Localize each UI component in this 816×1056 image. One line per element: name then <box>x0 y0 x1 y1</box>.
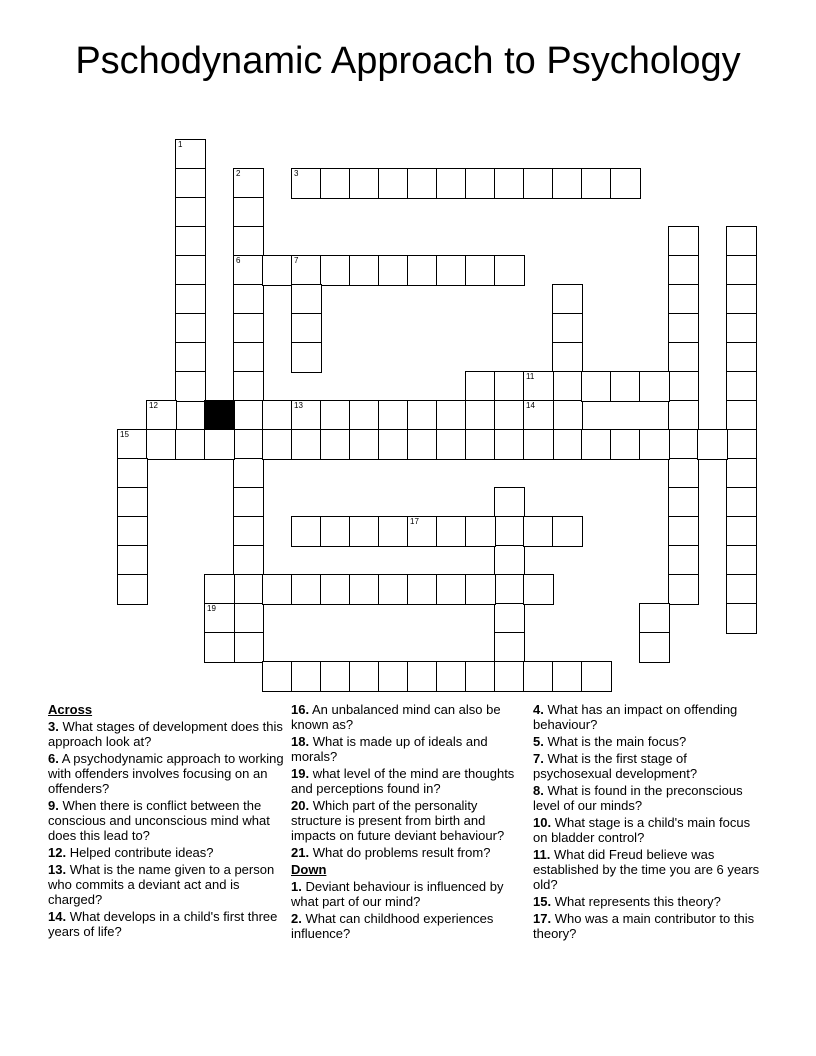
grid-cell[interactable] <box>552 313 583 344</box>
grid-cell[interactable] <box>117 545 148 576</box>
clue-item <box>533 751 763 781</box>
grid-cell[interactable] <box>233 313 264 344</box>
grid-cell[interactable] <box>581 371 612 402</box>
clue-item-text: What is the name given to a person who commits a deviant act and is charged? <box>48 862 275 907</box>
grid-cell[interactable] <box>668 342 699 373</box>
clue-item <box>533 847 763 892</box>
grid-cell[interactable] <box>407 400 438 431</box>
grid-cell[interactable] <box>233 603 264 634</box>
across-heading: Across <box>48 702 93 717</box>
clue-item-number: 13. <box>48 862 67 877</box>
grid-cell[interactable] <box>407 661 438 692</box>
clue-item <box>533 783 763 813</box>
grid-cell[interactable] <box>349 168 380 199</box>
grid-cell[interactable] <box>262 255 293 286</box>
grid-cell[interactable] <box>523 400 554 431</box>
grid-cell[interactable] <box>465 255 496 286</box>
grid-cell[interactable] <box>465 168 496 199</box>
grid-cell[interactable] <box>726 342 757 373</box>
clue-item <box>48 719 284 749</box>
grid-cell[interactable] <box>552 661 583 692</box>
clue-item-number: 9. <box>48 798 59 813</box>
grid-cell[interactable] <box>407 168 438 199</box>
clue-item <box>533 894 763 909</box>
clue-item-number: 20. <box>291 798 310 813</box>
grid-cell[interactable] <box>726 226 757 257</box>
grid-cell[interactable] <box>233 284 264 315</box>
grid-cell[interactable] <box>407 255 438 286</box>
clue-item <box>533 702 763 732</box>
clues-column-3 <box>533 702 763 943</box>
clue-item-number: 21. <box>291 845 310 860</box>
grid-cell[interactable] <box>378 429 409 460</box>
grid-cell[interactable] <box>436 516 467 547</box>
grid-cell[interactable] <box>436 168 467 199</box>
clue-item <box>291 911 527 941</box>
clue-item <box>291 766 527 796</box>
grid-cell[interactable] <box>175 371 206 402</box>
grid-cell[interactable] <box>494 574 525 605</box>
grid-cell[interactable] <box>668 371 699 402</box>
clue-item-text: What stages of development does this approach look at? <box>48 719 283 749</box>
grid-cell[interactable] <box>726 516 757 547</box>
grid-cell[interactable] <box>320 574 351 605</box>
grid-cell[interactable] <box>291 429 322 460</box>
grid-cell[interactable] <box>204 603 235 634</box>
grid-cell[interactable] <box>291 284 322 315</box>
grid-cell[interactable] <box>668 545 699 576</box>
grid-cell[interactable] <box>726 603 757 634</box>
grid-cell[interactable] <box>668 313 699 344</box>
grid-cell[interactable] <box>639 603 670 634</box>
grid-cell[interactable] <box>639 632 670 663</box>
grid-cell[interactable] <box>581 168 612 199</box>
clue-number: 19 <box>207 604 216 613</box>
clue-item-text: Helped contribute ideas? <box>66 845 214 860</box>
clue-item-text: What represents this theory? <box>551 894 721 909</box>
clue-item-text: What is made up of ideals and morals? <box>291 734 488 764</box>
clue-item-number: 5. <box>533 734 544 749</box>
grid-cell[interactable] <box>233 197 264 228</box>
clue-item-text: What is the main focus? <box>543 734 687 749</box>
grid-cell[interactable] <box>552 400 583 431</box>
grid-cell[interactable] <box>349 516 380 547</box>
clue-item-text: What has an impact on offending behaviour? <box>533 702 738 732</box>
grid-cell[interactable] <box>117 429 148 460</box>
across-clues-list-continued <box>291 702 527 860</box>
down-clues-list-continued <box>533 702 763 941</box>
clue-number: 7 <box>294 256 299 265</box>
grid-cell[interactable] <box>465 574 496 605</box>
clue-number: 3 <box>294 169 299 178</box>
puzzle-title: Pschodynamic Approach to Psychology <box>75 40 741 82</box>
grid-cell[interactable] <box>378 661 409 692</box>
clue-item-number: 19. <box>291 766 310 781</box>
clue-item-number: 10. <box>533 815 552 830</box>
grid-cell[interactable] <box>291 313 322 344</box>
grid-cell[interactable] <box>407 574 438 605</box>
grid-cell[interactable] <box>175 255 206 286</box>
clue-number: 14 <box>526 401 535 410</box>
grid-cell[interactable] <box>349 574 380 605</box>
grid-cell[interactable] <box>610 168 641 199</box>
grid-cell[interactable] <box>494 429 525 460</box>
grid-cell[interactable] <box>175 429 206 460</box>
grid-cell[interactable] <box>233 371 264 402</box>
clue-item-number: 18. <box>291 734 310 749</box>
clue-item-text: Who was a main contributor to this theory? <box>533 911 755 941</box>
grid-cell[interactable] <box>117 516 148 547</box>
grid-cell[interactable] <box>291 342 322 373</box>
grid-cell[interactable] <box>349 661 380 692</box>
clue-item-text: What did Freud believe was established by the time you are 6 years old? <box>533 847 760 892</box>
grid-cell[interactable] <box>668 226 699 257</box>
grid-cell[interactable] <box>436 661 467 692</box>
grid-cell[interactable] <box>523 661 554 692</box>
grid-cell[interactable] <box>668 255 699 286</box>
clue-item <box>291 798 527 843</box>
clue-item <box>48 751 284 796</box>
grid-cell[interactable] <box>639 429 670 460</box>
grid-cell[interactable] <box>233 400 264 431</box>
black-square <box>204 400 235 431</box>
grid-cell[interactable] <box>494 545 525 576</box>
clue-item-text: Deviant behaviour is influenced by what part of our mind? <box>291 879 504 909</box>
grid-cell[interactable] <box>726 574 757 605</box>
grid-cell[interactable] <box>494 661 525 692</box>
grid-cell[interactable] <box>610 429 641 460</box>
grid-cell[interactable] <box>349 255 380 286</box>
clue-item-text: What is found in the preconscious level of our minds? <box>533 783 743 813</box>
grid-cell[interactable] <box>291 255 322 286</box>
clue-item-text: An unbalanced mind can also be known as? <box>291 702 501 732</box>
clue-item-number: 15. <box>533 894 552 909</box>
grid-cell[interactable] <box>378 168 409 199</box>
grid-cell[interactable] <box>581 661 612 692</box>
clue-item-text: When there is conflict between the conscious and unconscious mind what does this lead to? <box>48 798 270 843</box>
clue-item-number: 16. <box>291 702 310 717</box>
clue-item <box>291 702 527 732</box>
clue-item-text: A psychodynamic approach to working with offenders involves focusing on an offenders? <box>48 751 284 796</box>
clue-item-text: What stage is a child's main focus on bladder control? <box>533 815 751 845</box>
grid-cell[interactable] <box>262 574 293 605</box>
grid-cell[interactable] <box>117 487 148 518</box>
grid-cell[interactable] <box>117 574 148 605</box>
grid-cell[interactable] <box>378 574 409 605</box>
grid-cell[interactable] <box>262 400 293 431</box>
grid-cell[interactable] <box>146 429 177 460</box>
grid-cell[interactable] <box>204 429 235 460</box>
grid-cell[interactable] <box>494 516 525 547</box>
clue-item <box>533 815 763 845</box>
grid-cell[interactable] <box>726 400 757 431</box>
grid-cell[interactable] <box>262 661 293 692</box>
grid-cell[interactable] <box>233 632 264 663</box>
clue-item <box>291 879 527 909</box>
grid-cell[interactable] <box>494 487 525 518</box>
grid-cell[interactable] <box>175 313 206 344</box>
grid-cell[interactable] <box>726 458 757 489</box>
clue-item <box>291 845 527 860</box>
grid-cell[interactable] <box>233 545 264 576</box>
grid-cell[interactable] <box>204 632 235 663</box>
grid-cell[interactable] <box>552 342 583 373</box>
clue-item <box>48 798 284 843</box>
grid-cell[interactable] <box>726 313 757 344</box>
clues-column-1 <box>48 702 284 941</box>
grid-cell[interactable] <box>697 429 728 460</box>
down-heading: Down <box>291 862 327 877</box>
grid-cell[interactable] <box>175 168 206 199</box>
clue-number: 1 <box>178 140 183 149</box>
clue-item-number: 3. <box>48 719 59 734</box>
grid-cell[interactable] <box>552 284 583 315</box>
grid-cell[interactable] <box>320 168 351 199</box>
grid-cell[interactable] <box>349 429 380 460</box>
grid-cell[interactable] <box>726 487 757 518</box>
grid-cell[interactable] <box>291 661 322 692</box>
grid-cell[interactable] <box>552 168 583 199</box>
grid-cell[interactable] <box>523 574 554 605</box>
clue-item-text: What do problems result from? <box>309 845 491 860</box>
grid-cell[interactable] <box>378 400 409 431</box>
grid-cell[interactable] <box>378 255 409 286</box>
grid-cell[interactable] <box>233 487 264 518</box>
grid-cell[interactable] <box>233 574 264 605</box>
grid-cell[interactable] <box>262 429 293 460</box>
grid-cell[interactable] <box>465 516 496 547</box>
grid-cell[interactable] <box>233 226 264 257</box>
grid-cell[interactable] <box>726 284 757 315</box>
grid-cell[interactable] <box>668 516 699 547</box>
clue-item-number: 17. <box>533 911 552 926</box>
grid-cell[interactable] <box>175 284 206 315</box>
across-clues-list <box>48 719 284 939</box>
clue-number: 15 <box>120 430 129 439</box>
grid-cell[interactable] <box>552 371 583 402</box>
grid-cell[interactable] <box>726 371 757 402</box>
grid-cell[interactable] <box>726 545 757 576</box>
grid-cell[interactable] <box>291 516 322 547</box>
grid-cell[interactable] <box>523 429 554 460</box>
clue-item-text: What is the first stage of psychosexual development? <box>533 751 698 781</box>
grid-cell[interactable] <box>291 168 322 199</box>
clue-item-number: 12. <box>48 845 67 860</box>
grid-cell[interactable] <box>552 429 583 460</box>
grid-cell[interactable] <box>465 661 496 692</box>
grid-cell[interactable] <box>233 168 264 199</box>
grid-cell[interactable] <box>726 429 757 460</box>
grid-cell[interactable] <box>146 400 177 431</box>
clue-number: 13 <box>294 401 303 410</box>
grid-cell[interactable] <box>204 574 235 605</box>
grid-cell[interactable] <box>668 284 699 315</box>
clue-item-text: What can childhood experiences influence? <box>291 911 494 941</box>
clue-number: 17 <box>410 517 419 526</box>
grid-cell[interactable] <box>233 342 264 373</box>
clue-item <box>48 845 284 860</box>
clue-item-text: what level of the mind are thoughts and perceptions found in? <box>291 766 515 796</box>
clue-item-number: 1. <box>291 879 302 894</box>
grid-cell[interactable] <box>726 255 757 286</box>
grid-cell[interactable] <box>494 255 525 286</box>
clue-item-number: 4. <box>533 702 544 717</box>
grid-cell[interactable] <box>117 458 148 489</box>
grid-cell[interactable] <box>668 487 699 518</box>
grid-cell[interactable] <box>291 400 322 431</box>
clue-item-number: 11. <box>533 847 551 862</box>
grid-cell[interactable] <box>436 400 467 431</box>
grid-cell[interactable] <box>668 458 699 489</box>
grid-cell[interactable] <box>668 574 699 605</box>
grid-cell[interactable] <box>320 661 351 692</box>
grid-cell[interactable] <box>552 516 583 547</box>
clue-number: 2 <box>236 169 241 178</box>
clue-number: 12 <box>149 401 158 410</box>
grid-cell[interactable] <box>320 255 351 286</box>
clue-item-number: 2. <box>291 911 302 926</box>
grid-cell[interactable] <box>175 139 206 170</box>
clue-item-number: 7. <box>533 751 544 766</box>
clue-item <box>533 734 763 749</box>
grid-cell[interactable] <box>581 429 612 460</box>
clue-item-number: 8. <box>533 783 544 798</box>
grid-cell[interactable] <box>349 400 380 431</box>
grid-cell[interactable] <box>465 400 496 431</box>
grid-cell[interactable] <box>523 168 554 199</box>
clue-item <box>48 862 284 907</box>
grid-cell[interactable] <box>233 516 264 547</box>
grid-cell[interactable] <box>175 226 206 257</box>
grid-cell[interactable] <box>494 371 525 402</box>
grid-cell[interactable] <box>523 516 554 547</box>
grid-cell[interactable] <box>494 400 525 431</box>
grid-cell[interactable] <box>407 429 438 460</box>
grid-cell[interactable] <box>668 400 699 431</box>
clue-item <box>291 734 527 764</box>
clue-item-number: 14. <box>48 909 67 924</box>
clue-item-text: Which part of the personality structure is present from birth and impacts on future deviant behaviour? <box>291 798 505 843</box>
grid-cell[interactable] <box>494 603 525 634</box>
grid-cell[interactable] <box>639 371 670 402</box>
grid-cell[interactable] <box>523 371 554 402</box>
grid-cell[interactable] <box>610 371 641 402</box>
clue-item-number: 6. <box>48 751 59 766</box>
grid-cell[interactable] <box>233 255 264 286</box>
grid-cell[interactable] <box>320 429 351 460</box>
grid-cell[interactable] <box>436 429 467 460</box>
grid-cell[interactable] <box>291 574 322 605</box>
grid-cell[interactable] <box>233 458 264 489</box>
clues-column-2 <box>291 702 527 943</box>
clue-number: 6 <box>236 256 241 265</box>
grid-cell[interactable] <box>436 574 467 605</box>
grid-cell[interactable] <box>175 197 206 228</box>
grid-cell[interactable] <box>465 371 496 402</box>
grid-cell[interactable] <box>233 429 264 460</box>
grid-cell[interactable] <box>494 632 525 663</box>
clue-item-text: What develops in a child's first three years of life? <box>48 909 278 939</box>
grid-cell[interactable] <box>407 516 438 547</box>
clue-number: 11 <box>526 372 535 381</box>
clue-item <box>48 909 284 939</box>
grid-cell[interactable] <box>378 516 409 547</box>
down-clues-list <box>291 879 527 941</box>
grid-cell[interactable] <box>436 255 467 286</box>
grid-cell[interactable] <box>320 516 351 547</box>
grid-cell[interactable] <box>465 429 496 460</box>
grid-cell[interactable] <box>494 168 525 199</box>
grid-cell[interactable] <box>175 342 206 373</box>
grid-cell[interactable] <box>668 429 699 460</box>
clue-item <box>533 911 763 941</box>
grid-cell[interactable] <box>320 400 351 431</box>
